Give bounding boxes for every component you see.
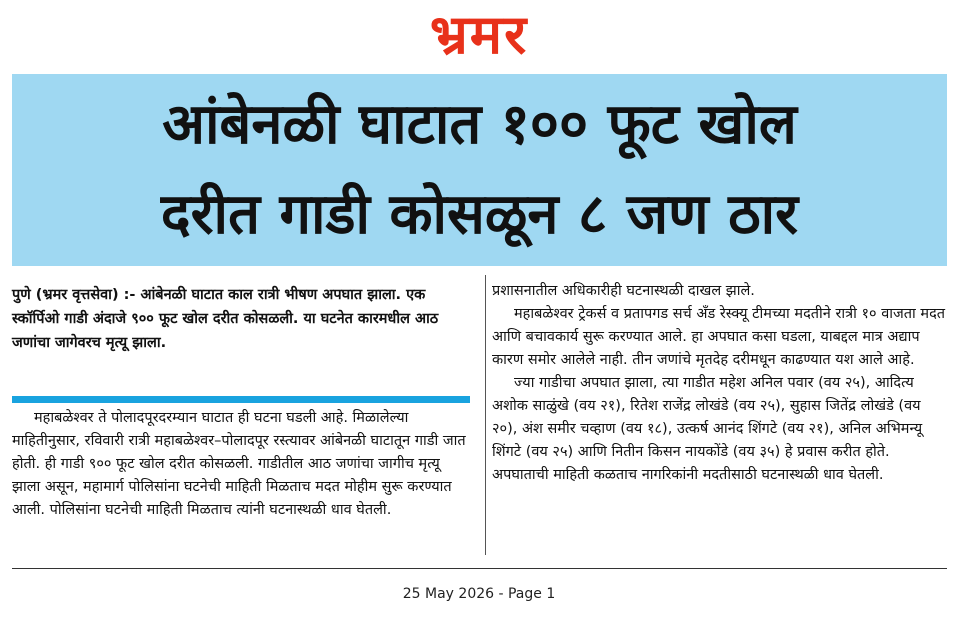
page-footer: 25 May 2026 - Page 1 [402, 586, 556, 602]
lead-separator [12, 396, 470, 403]
headline-line-1: आंबेनळी घाटात १०० फूट खोल [162, 92, 797, 157]
body-paragraph: महाबळेश्वर ट्रेकर्स व प्रतापगड सर्च अँड रेस्क्यू टीमच्या मदतीने रात्री १० वाजता मदत आणि बचावकार्य सुरू करण्यात आले. हा अपघात कसा घडला, याबद्दल मात्र अद्याप कारण समोर आलेले नाही. तीन जणांचे मृतदेह दरीमधून काढण्यात यश आले आहे. [492, 306, 946, 368]
newspaper-logo: भ्रमर [429, 2, 529, 66]
body-paragraph: प्रशासनातील अधिकारीही घटनास्थळी दाखल झाले. [492, 283, 755, 299]
bottom-rule [12, 568, 947, 569]
lead-text: आंबेनळी घाटात काल रात्री भीषण अपघात झाला. एक स्कॉर्पिओ गाडी अंदाजे ९०० फूट खोल दरीत कोसळली. या घटनेत कारमधील आठ जणांचा जागेवरच मृत्यू झाला. [12, 287, 439, 351]
left-column [12, 407, 470, 522]
masthead [0, 0, 958, 70]
dateline: पुणे (भ्रमर वृत्तसेवा) :- [12, 287, 136, 303]
right-column [492, 280, 947, 487]
column-divider [485, 275, 486, 555]
headline-line-2: दरीत गाडी कोसळून ८ जण ठार [160, 182, 799, 247]
body-paragraph: ज्या गाडीचा अपघात झाला, त्या गाडीत महेश अनिल पवार (वय २५), आदित्य अशोक साळुंखे (वय २१), रितेश राजेंद्र लोखंडे (वय २५), सुहास जितेंद्र लोखंडे (वय २०), अंश समीर चव्हाण (वय १८), उत्कर्ष आनंद शिंगटे (वय २१), अनिल अभिमन्यू शिंगटे (वय २५) आणि नितीन किसन नायकोंडे (वय ३५) हे प्रवास करीत होते. अपघाताची माहिती कळताच नागरिकांनी मदतीसाठी घटनास्थळी धाव घेतली. [492, 375, 923, 483]
lead-paragraph [12, 283, 470, 355]
body-paragraph: महाबळेश्वर ते पोलादपूरदरम्यान घाटात ही घटना घडली आहे. मिळालेल्या माहितीनुसार, रविवारी रात्री महाबळेश्वर–पोलादपूर रस्त्यावर आंबेनळी घाटातून गाडी जात होती. ही गाडी ९०० फूट खोल दरीत कोसळली. गाडीतील आठ जणांचा जागीच मृत्यू झाला असून, महामार्ग पोलिसांना घटनेची माहिती मिळताच मदत मोहीम सुरू करण्यात आली. पोलिसांना घटनेची माहिती मिळताच त्यांनी घटनास्थळी धाव घेतली. [12, 410, 466, 518]
